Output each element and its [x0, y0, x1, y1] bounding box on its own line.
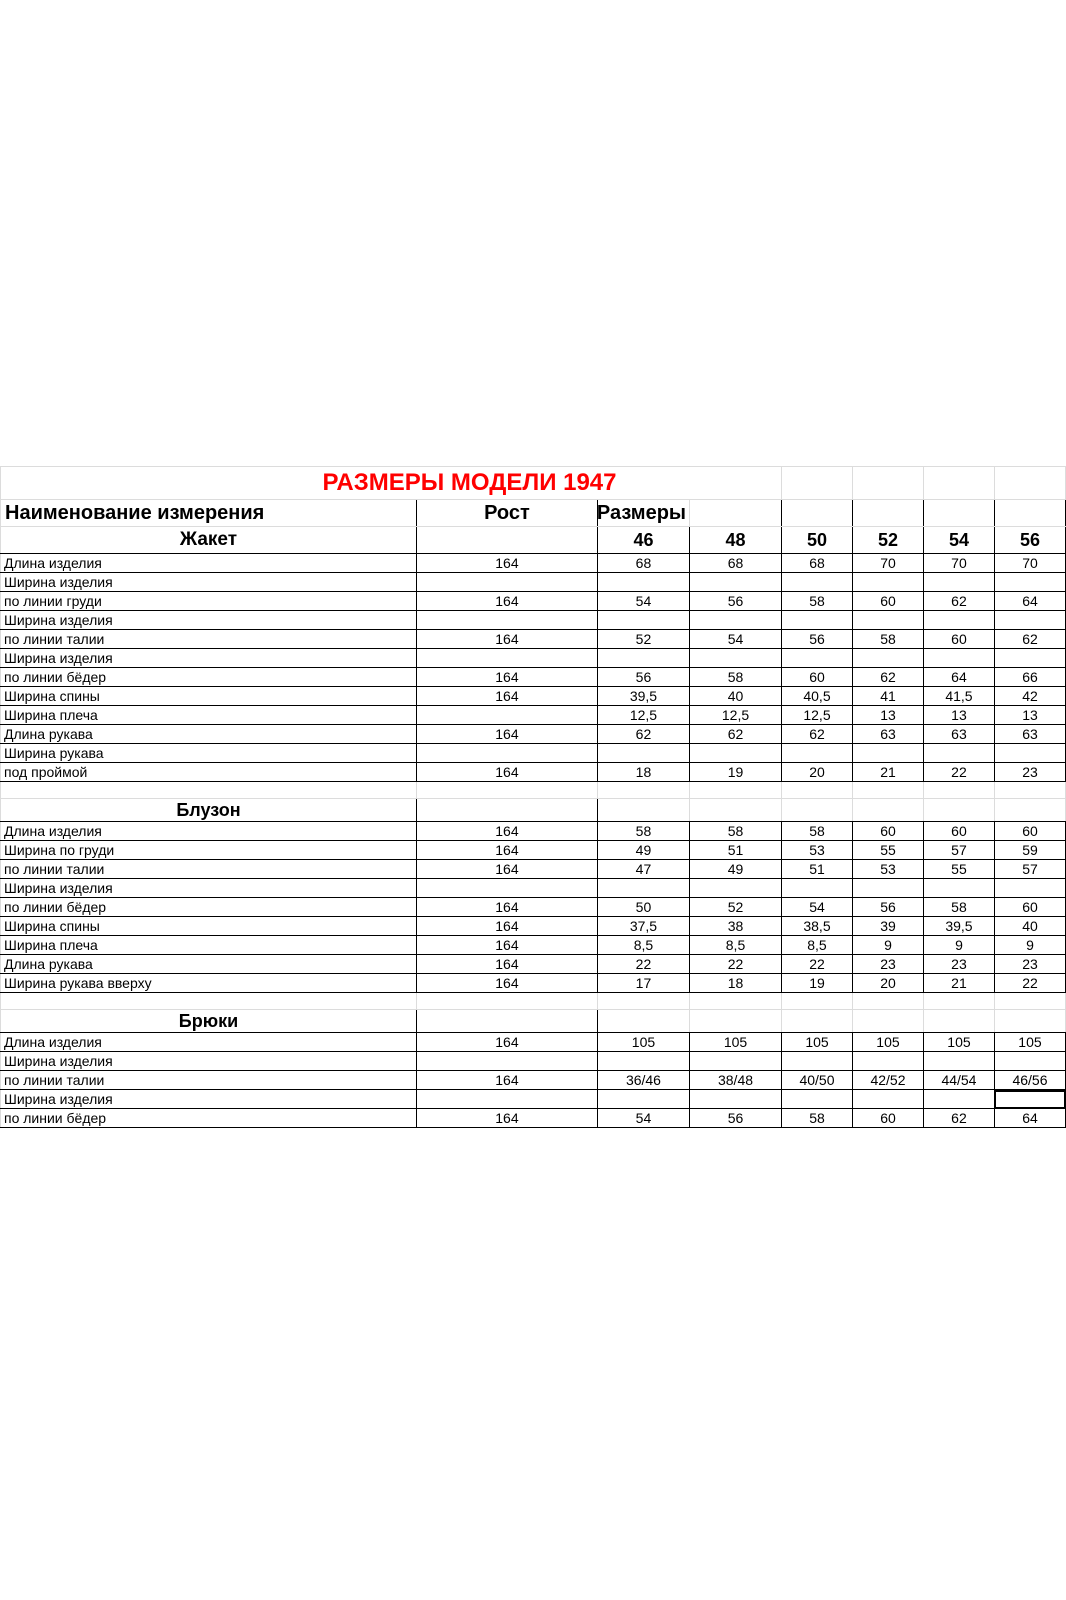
measurement-label: Длина изделия — [1, 554, 417, 573]
size-value: 21 — [923, 974, 994, 993]
size-value: 54 — [782, 898, 853, 917]
size-value: 38/48 — [690, 1071, 782, 1090]
size-value: 8,5 — [597, 936, 689, 955]
size-value: 70 — [923, 554, 994, 573]
header-height: Рост — [416, 500, 597, 527]
measurement-label: по линии талии — [1, 1071, 417, 1090]
size-value — [597, 879, 689, 898]
measurement-label: Длина изделия — [1, 1033, 417, 1052]
size-value: 54 — [597, 1109, 689, 1128]
height-value — [416, 611, 597, 630]
size-value — [994, 1090, 1065, 1109]
size-value: 54 — [690, 630, 782, 649]
table-row — [1, 1090, 1066, 1109]
cell[interactable] — [416, 799, 597, 822]
size-value: 52 — [597, 630, 689, 649]
size-value: 13 — [994, 706, 1065, 725]
size-value: 68 — [597, 554, 689, 573]
cell[interactable] — [782, 993, 853, 1010]
size-value: 55 — [852, 841, 923, 860]
cell[interactable] — [852, 500, 923, 527]
size-value — [994, 1052, 1065, 1071]
height-value — [416, 744, 597, 763]
size-value: 105 — [852, 1033, 923, 1052]
height-value — [416, 706, 597, 725]
cell[interactable] — [923, 1010, 994, 1033]
size-value: 22 — [597, 955, 689, 974]
section-header-row — [1, 1010, 1066, 1033]
table-row — [1, 649, 1066, 668]
size-header: 50 — [782, 527, 853, 554]
size-value: 105 — [690, 1033, 782, 1052]
measurement-label: Ширина рукава — [1, 744, 417, 763]
size-value: 62 — [923, 1109, 994, 1128]
height-value: 164 — [416, 668, 597, 687]
size-value — [690, 879, 782, 898]
size-value: 57 — [923, 841, 994, 860]
cell[interactable] — [852, 993, 923, 1010]
size-value: 47 — [597, 860, 689, 879]
table-row — [1, 763, 1066, 782]
cell[interactable] — [1, 782, 417, 799]
size-value: 23 — [994, 955, 1065, 974]
cell[interactable] — [416, 782, 597, 799]
height-value — [416, 573, 597, 592]
height-value: 164 — [416, 974, 597, 993]
size-value: 63 — [852, 725, 923, 744]
measurement-label: Ширина спины — [1, 687, 417, 706]
size-value: 19 — [782, 974, 853, 993]
height-value: 164 — [416, 725, 597, 744]
size-header: 52 — [852, 527, 923, 554]
size-value: 58 — [690, 822, 782, 841]
size-value: 39,5 — [923, 917, 994, 936]
size-value — [597, 649, 689, 668]
cell[interactable] — [690, 799, 782, 822]
cell[interactable] — [994, 782, 1065, 799]
measurement-label: Ширина спины — [1, 917, 417, 936]
table-row — [1, 611, 1066, 630]
height-value: 164 — [416, 917, 597, 936]
size-value — [597, 1090, 689, 1109]
table-row — [1, 1033, 1066, 1052]
measurement-label: Ширина рукава вверху — [1, 974, 417, 993]
size-value: 22 — [690, 955, 782, 974]
size-value: 58 — [782, 1109, 853, 1128]
size-value: 23 — [994, 763, 1065, 782]
table-row — [1, 1109, 1066, 1128]
size-value — [923, 611, 994, 630]
size-value: 62 — [690, 725, 782, 744]
size-value: 51 — [782, 860, 853, 879]
section-title: Брюки — [1, 1010, 417, 1033]
size-value: 58 — [690, 668, 782, 687]
height-value: 164 — [416, 841, 597, 860]
height-value: 164 — [416, 592, 597, 611]
size-value: 9 — [994, 936, 1065, 955]
size-value — [923, 744, 994, 763]
size-value — [690, 744, 782, 763]
table-row — [1, 898, 1066, 917]
size-value: 40 — [994, 917, 1065, 936]
size-value: 12,5 — [782, 706, 853, 725]
measurement-label: по линии груди — [1, 592, 417, 611]
size-value — [782, 611, 853, 630]
size-value: 60 — [994, 898, 1065, 917]
cell[interactable] — [994, 467, 1065, 500]
size-value — [923, 573, 994, 592]
size-value: 58 — [782, 822, 853, 841]
size-value — [994, 744, 1065, 763]
table-row — [1, 706, 1066, 725]
cell[interactable] — [782, 467, 853, 500]
height-value: 164 — [416, 898, 597, 917]
size-chart-sheet — [0, 466, 1066, 1128]
table-row — [1, 668, 1066, 687]
measurement-label: Ширина изделия — [1, 573, 417, 592]
size-value: 60 — [923, 822, 994, 841]
size-value: 49 — [690, 860, 782, 879]
cell[interactable] — [923, 782, 994, 799]
table-row — [1, 860, 1066, 879]
size-value: 8,5 — [690, 936, 782, 955]
table-row — [1, 955, 1066, 974]
size-value: 63 — [923, 725, 994, 744]
size-value: 105 — [923, 1033, 994, 1052]
header-name: Наименование измерения — [1, 500, 417, 527]
measurement-label: по линии бёдер — [1, 668, 417, 687]
size-value: 22 — [994, 974, 1065, 993]
measurement-label: Ширина плеча — [1, 936, 417, 955]
measurement-label: под проймой — [1, 763, 417, 782]
size-value — [597, 744, 689, 763]
size-value: 60 — [852, 1109, 923, 1128]
table-row — [1, 917, 1066, 936]
size-value: 63 — [994, 725, 1065, 744]
size-value — [852, 611, 923, 630]
size-value: 62 — [923, 592, 994, 611]
cell[interactable] — [994, 1010, 1065, 1033]
section-title: Блузон — [1, 799, 417, 822]
size-value: 18 — [597, 763, 689, 782]
spacer-row — [1, 993, 1066, 1010]
table-row — [1, 936, 1066, 955]
size-value: 58 — [782, 592, 853, 611]
height-value: 164 — [416, 630, 597, 649]
size-value: 12,5 — [690, 706, 782, 725]
table-row — [1, 1052, 1066, 1071]
size-value — [852, 879, 923, 898]
size-value: 22 — [923, 763, 994, 782]
size-header: 46 — [597, 527, 689, 554]
cell[interactable] — [416, 527, 597, 554]
size-value: 60 — [923, 630, 994, 649]
title-row — [1, 467, 1066, 500]
height-value: 164 — [416, 687, 597, 706]
height-value — [416, 1052, 597, 1071]
size-value — [923, 649, 994, 668]
size-value — [923, 1090, 994, 1109]
measurement-label: Ширина плеча — [1, 706, 417, 725]
cell[interactable] — [597, 799, 689, 822]
size-value: 60 — [852, 822, 923, 841]
size-value — [782, 879, 853, 898]
table-row — [1, 822, 1066, 841]
size-value: 56 — [690, 1109, 782, 1128]
size-value: 41 — [852, 687, 923, 706]
size-value — [597, 1052, 689, 1071]
cell[interactable] — [597, 782, 689, 799]
size-value: 13 — [852, 706, 923, 725]
size-value — [690, 1052, 782, 1071]
size-value — [994, 649, 1065, 668]
size-value: 40 — [690, 687, 782, 706]
measurement-label: Ширина изделия — [1, 1052, 417, 1071]
size-value: 60 — [994, 822, 1065, 841]
size-value: 22 — [782, 955, 853, 974]
height-value: 164 — [416, 936, 597, 955]
table-row — [1, 687, 1066, 706]
size-value: 64 — [923, 668, 994, 687]
header-sizes-label: Размеры — [596, 502, 687, 524]
size-value: 40/50 — [782, 1071, 853, 1090]
size-value: 23 — [852, 955, 923, 974]
size-value: 56 — [852, 898, 923, 917]
size-value: 62 — [852, 668, 923, 687]
size-value: 56 — [690, 592, 782, 611]
size-value: 68 — [690, 554, 782, 573]
size-value: 49 — [597, 841, 689, 860]
size-value — [994, 879, 1065, 898]
size-value — [782, 744, 853, 763]
size-header: 48 — [690, 527, 782, 554]
measurement-label: Длина рукава — [1, 725, 417, 744]
cell[interactable] — [923, 799, 994, 822]
cell[interactable] — [994, 799, 1065, 822]
size-value — [852, 1090, 923, 1109]
size-header: 54 — [923, 527, 994, 554]
size-value: 42/52 — [852, 1071, 923, 1090]
table-row — [1, 841, 1066, 860]
table-row — [1, 554, 1066, 573]
size-value: 53 — [852, 860, 923, 879]
measurement-label: Длина рукава — [1, 955, 417, 974]
size-value: 18 — [690, 974, 782, 993]
table-row — [1, 573, 1066, 592]
size-value: 62 — [994, 630, 1065, 649]
size-value: 53 — [782, 841, 853, 860]
size-value: 62 — [782, 725, 853, 744]
size-value: 38,5 — [782, 917, 853, 936]
height-value: 164 — [416, 1071, 597, 1090]
cell[interactable] — [923, 467, 994, 500]
measurement-label: по линии бёдер — [1, 1109, 417, 1128]
size-value: 57 — [994, 860, 1065, 879]
cell[interactable] — [852, 467, 923, 500]
size-value: 105 — [597, 1033, 689, 1052]
cell[interactable] — [597, 1010, 689, 1033]
size-value: 36/46 — [597, 1071, 689, 1090]
size-value: 54 — [597, 592, 689, 611]
cell[interactable] — [852, 799, 923, 822]
measurement-label: Ширина изделия — [1, 649, 417, 668]
measurement-label: по линии бёдер — [1, 898, 417, 917]
measurement-label: Длина изделия — [1, 822, 417, 841]
cell[interactable] — [852, 782, 923, 799]
size-value — [923, 1052, 994, 1071]
cell[interactable] — [782, 500, 853, 527]
size-value: 13 — [923, 706, 994, 725]
size-value — [852, 649, 923, 668]
size-value: 17 — [597, 974, 689, 993]
size-value — [852, 573, 923, 592]
height-value: 164 — [416, 955, 597, 974]
height-value: 164 — [416, 822, 597, 841]
size-value — [690, 611, 782, 630]
size-value — [852, 744, 923, 763]
cell[interactable] — [1, 993, 417, 1010]
measurement-label: Ширина изделия — [1, 611, 417, 630]
size-value: 9 — [923, 936, 994, 955]
cell[interactable] — [782, 799, 853, 822]
section-title: Жакет — [1, 527, 417, 554]
size-value: 52 — [690, 898, 782, 917]
table-row — [1, 725, 1066, 744]
size-value: 58 — [923, 898, 994, 917]
cell[interactable] — [597, 993, 689, 1010]
size-value: 64 — [994, 592, 1065, 611]
size-value: 46/56 — [994, 1071, 1065, 1090]
size-value: 20 — [782, 763, 853, 782]
size-value: 40,5 — [782, 687, 853, 706]
size-value — [597, 573, 689, 592]
cell[interactable] — [782, 1010, 853, 1033]
size-value: 66 — [994, 668, 1065, 687]
size-value — [782, 573, 853, 592]
size-value — [923, 879, 994, 898]
cell[interactable] — [852, 1010, 923, 1033]
size-value — [690, 1090, 782, 1109]
size-table-body — [1, 467, 1066, 1128]
measurement-label: Ширина изделия — [1, 879, 417, 898]
cell[interactable] — [782, 782, 853, 799]
section-header-row — [1, 527, 1066, 554]
size-value — [852, 1052, 923, 1071]
size-value: 64 — [994, 1109, 1065, 1128]
cell[interactable] — [994, 500, 1065, 527]
size-value: 55 — [923, 860, 994, 879]
size-value: 20 — [852, 974, 923, 993]
size-value: 37,5 — [597, 917, 689, 936]
cell[interactable] — [416, 993, 597, 1010]
size-value: 23 — [923, 955, 994, 974]
measurement-label: Ширина по груди — [1, 841, 417, 860]
table-row — [1, 592, 1066, 611]
size-table — [0, 466, 1066, 1128]
table-row — [1, 1071, 1066, 1090]
height-value: 164 — [416, 860, 597, 879]
size-value: 51 — [690, 841, 782, 860]
size-value: 39,5 — [597, 687, 689, 706]
cell[interactable] — [690, 993, 782, 1010]
table-row — [1, 630, 1066, 649]
size-value: 19 — [690, 763, 782, 782]
measurement-label: по линии талии — [1, 860, 417, 879]
height-value: 164 — [416, 763, 597, 782]
measurement-label: Ширина изделия — [1, 1090, 417, 1109]
cell[interactable] — [690, 1010, 782, 1033]
header-row — [1, 500, 1066, 527]
size-value: 42 — [994, 687, 1065, 706]
size-value: 58 — [597, 822, 689, 841]
cell[interactable] — [690, 782, 782, 799]
size-value: 39 — [852, 917, 923, 936]
table-row — [1, 974, 1066, 993]
spacer-row — [1, 782, 1066, 799]
table-row — [1, 879, 1066, 898]
size-value: 70 — [994, 554, 1065, 573]
page-title: РАЗМЕРЫ МОДЕЛИ 1947 — [1, 467, 782, 500]
header-sizes — [597, 500, 689, 527]
cell[interactable] — [690, 500, 782, 527]
size-value: 105 — [782, 1033, 853, 1052]
size-value: 59 — [994, 841, 1065, 860]
size-value — [994, 573, 1065, 592]
table-row — [1, 744, 1066, 763]
height-value: 164 — [416, 554, 597, 573]
size-value: 50 — [597, 898, 689, 917]
section-header-row — [1, 799, 1066, 822]
size-value — [782, 1052, 853, 1071]
cell[interactable] — [923, 500, 994, 527]
cell[interactable] — [994, 993, 1065, 1010]
size-value — [782, 1090, 853, 1109]
size-value: 21 — [852, 763, 923, 782]
size-value: 41,5 — [923, 687, 994, 706]
size-value: 38 — [690, 917, 782, 936]
size-value — [994, 611, 1065, 630]
height-value — [416, 649, 597, 668]
size-value: 58 — [852, 630, 923, 649]
height-value — [416, 879, 597, 898]
size-value: 68 — [782, 554, 853, 573]
size-value: 8,5 — [782, 936, 853, 955]
height-value: 164 — [416, 1109, 597, 1128]
size-value: 105 — [994, 1033, 1065, 1052]
size-value: 44/54 — [923, 1071, 994, 1090]
size-value: 62 — [597, 725, 689, 744]
size-value: 56 — [597, 668, 689, 687]
size-value: 9 — [852, 936, 923, 955]
size-value — [690, 573, 782, 592]
height-value — [416, 1090, 597, 1109]
measurement-label: по линии талии — [1, 630, 417, 649]
size-value: 56 — [782, 630, 853, 649]
cell[interactable] — [923, 993, 994, 1010]
cell[interactable] — [416, 1010, 597, 1033]
size-value — [690, 649, 782, 668]
size-value: 60 — [852, 592, 923, 611]
size-value: 60 — [782, 668, 853, 687]
size-value: 70 — [852, 554, 923, 573]
size-header: 56 — [994, 527, 1065, 554]
size-value — [597, 611, 689, 630]
size-value — [782, 649, 853, 668]
size-value: 12,5 — [597, 706, 689, 725]
height-value: 164 — [416, 1033, 597, 1052]
